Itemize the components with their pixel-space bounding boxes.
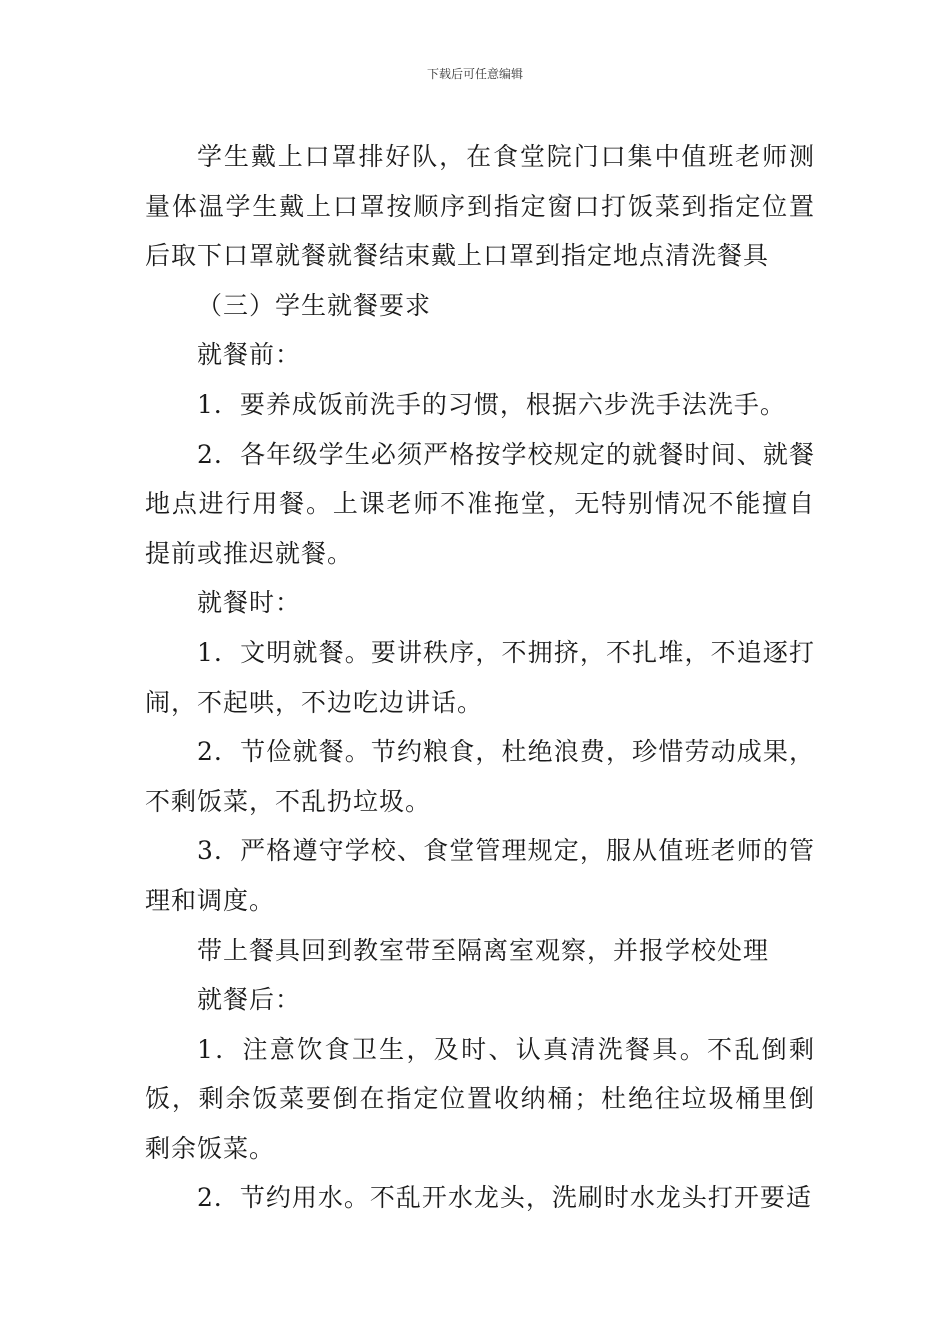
paragraph-before-meal-2: 2．各年级学生必须严格按学校规定的就餐时间、就餐地点进行用餐。上课老师不准拖堂，无特别情况不能擅自提前或推迟就餐。 <box>145 439 815 568</box>
paragraph-during-meal-1: 1．文明就餐。要讲秩序，不拥挤，不扎堆，不追逐打闹，不起哄，不边吃边讲话。 <box>145 637 815 717</box>
page-header-note: 下载后可任意编辑 <box>426 67 523 81</box>
paragraph-during-meal-2: 2．节俭就餐。节约粮食，杜绝浪费，珍惜劳动成果，不剩饭菜，不乱扔垃圾。 <box>145 737 815 816</box>
subheading-before-meal: 就餐前： <box>197 340 302 370</box>
section-heading-dining-requirements: （三）学生就餐要求 <box>197 290 432 320</box>
subheading-after-meal: 就餐后： <box>197 985 302 1015</box>
paragraph-after-meal-1: 1．注意饮食卫生，及时、认真清洗餐具。不乱倒剩饭，剩余饭菜要倒在指定位置收纳桶；杜绝往垃圾桶里倒剩余饭菜。 <box>145 1034 815 1163</box>
paragraph-after-meal-2: 2．节约用水。不乱开水龙头，洗刷时水龙头打开要适 <box>197 1183 812 1213</box>
paragraph-before-meal-1: 1．要养成饭前洗手的习惯，根据六步洗手法洗手。 <box>197 389 786 419</box>
document-body <box>145 132 815 1223</box>
paragraph-isolation-note: 带上餐具回到教室带至隔离室观察，并报学校处理 <box>197 935 770 965</box>
paragraph-during-meal-3: 3．严格遵守学校、食堂管理规定，服从值班老师的管理和调度。 <box>145 836 815 915</box>
paragraph-meal-procedure: 学生戴上口罩排好队，在食堂院门口集中值班老师测量体温学生戴上口罩按顺序到指定窗口打饭菜到指定位置后取下口罩就餐就餐结束戴上口罩到指定地点清洗餐具 <box>145 142 815 271</box>
subheading-during-meal: 就餐时： <box>197 588 302 618</box>
